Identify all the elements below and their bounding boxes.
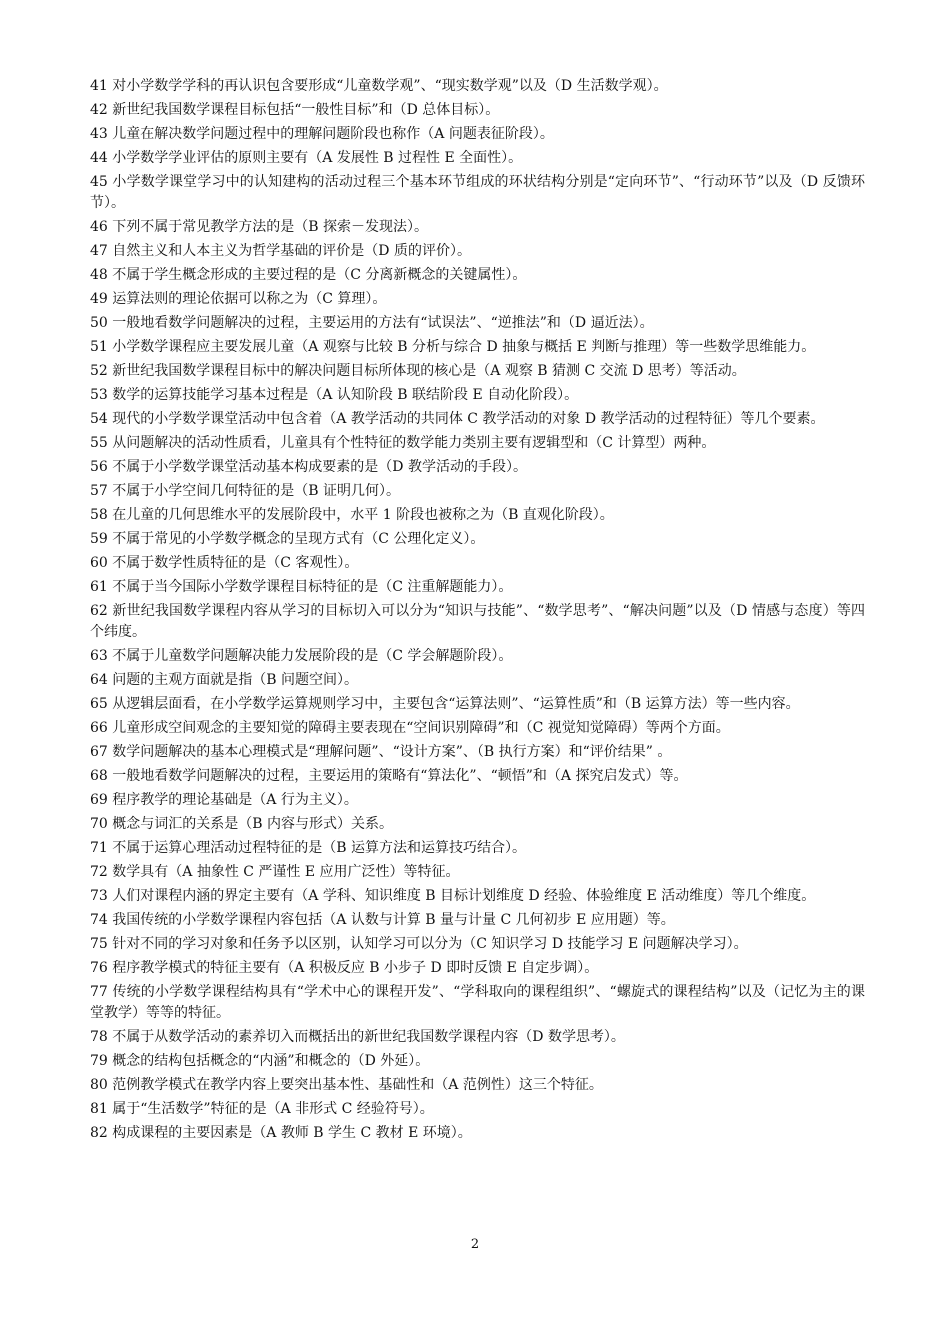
- question-76: 76 程序教学模式的特征主要有（A 积极反应 B 小步子 D 即时反馈 E 自定步调）。: [90, 960, 599, 976]
- question-65: 65 从逻辑层面看，在小学数学运算规则学习中，主要包含“运算法则”、“运算性质”和（B 运算方法）等一些内容。: [90, 696, 800, 712]
- question-47: 47 自然主义和人本主义为哲学基础的评价是（D 质的评价）。: [90, 243, 471, 259]
- question-49: 49 运算法则的理论依据可以称之为（C 算理）。: [90, 291, 387, 307]
- question-80: 80 范例教学模式在教学内容上要突出基本性、基础性和（A 范例性）这三个特征。: [90, 1077, 603, 1093]
- question-82: 82 构成课程的主要因素是（A 教师 B 学生 C 教材 E 环境）。: [90, 1125, 472, 1141]
- question-41: 41 对小学数学学科的再认识包含要形成“儿童数学观”、“现实数学观”以及（D 生活数学观）。: [90, 78, 668, 94]
- question-70: 70 概念与词汇的关系是（B 内容与形式）关系。: [90, 816, 394, 832]
- question-50: 50 一般地看数学问题解决的过程，主要运用的方法有“试误法”、“逆推法”和（D 逼近法）。: [90, 315, 654, 331]
- question-62: 62 新世纪我国数学课程内容从学习的目标切入可以分为“知识与技能”、“数学思考”、“解决问题”以及（D 情感与态度）等四个纬度。: [90, 603, 865, 640]
- question-69: 69 程序教学的理论基础是（A 行为主义）。: [90, 792, 358, 808]
- question-66: 66 儿童形成空间观念的主要知觉的障碍主要表现在“空间识别障碍”和（C 视觉知觉障碍）等两个方面。: [90, 720, 730, 736]
- question-48: 48 不属于学生概念形成的主要过程的是（C 分离新概念的关键属性）。: [90, 267, 527, 283]
- question-60: 60 不属于数学性质特征的是（C 客观性）。: [90, 555, 359, 571]
- question-45: 45 小学数学课堂学习中的认知建构的活动过程三个基本环节组成的环状结构分别是“定向环节”、“行动环节”以及（D 反馈环节）。: [90, 174, 865, 211]
- question-56: 56 不属于小学数学课堂活动基本构成要素的是（D 教学活动的手段）。: [90, 459, 527, 475]
- question-63: 63 不属于儿童数学问题解决能力发展阶段的是（C 学会解题阶段）。: [90, 648, 513, 664]
- question-61: 61 不属于当今国际小学数学课程目标特征的是（C 注重解题能力）。: [90, 579, 513, 595]
- question-55: 55 从问题解决的活动性质看，儿童具有个性特征的数学能力类别主要有逻辑型和（C 计算型）两种。: [90, 435, 716, 451]
- question-59: 59 不属于常见的小学数学概念的呈现方式有（C 公理化定义）。: [90, 531, 485, 547]
- question-81: 81 属于“生活数学”特征的是（A 非形式 C 经验符号）。: [90, 1101, 434, 1117]
- question-53: 53 数学的运算技能学习基本过程是（A 认知阶段 B 联结阶段 E 自动化阶段）。: [90, 387, 579, 403]
- question-68: 68 一般地看数学问题解决的过程，主要运用的策略有“算法化”、“顿悟”和（A 探究启发式）等。: [90, 768, 688, 784]
- page-number: 2: [470, 1237, 480, 1252]
- document-page: [90, 76, 865, 1147]
- question-42: 42 新世纪我国数学课程目标包括“一般性目标”和（D 总体目标）。: [90, 102, 500, 118]
- question-54: 54 现代的小学数学课堂活动中包含着（A 教学活动的共同体 C 教学活动的对象 D 教学活动的过程特征）等几个要素。: [90, 411, 825, 427]
- question-57: 57 不属于小学空间几何特征的是（B 证明几何）。: [90, 483, 401, 499]
- question-78: 78 不属于从数学活动的素养切入而概括出的新世纪我国数学课程内容（D 数学思考）。: [90, 1029, 625, 1045]
- question-58: 58 在儿童的几何思维水平的发展阶段中，水平 1 阶段也被称之为（B 直观化阶段）。: [90, 507, 614, 523]
- question-77: 77 传统的小学数学课程结构具有“学术中心的课程开发”、“学科取向的课程组织”、“螺旋式的课程结构”以及（记忆为主的课堂教学）等等的特征。: [90, 984, 865, 1021]
- question-79: 79 概念的结构包括概念的“内涵”和概念的（D 外延）。: [90, 1053, 430, 1069]
- question-44: 44 小学数学学业评估的原则主要有（A 发展性 B 过程性 E 全面性）。: [90, 150, 523, 166]
- question-67: 67 数学问题解决的基本心理模式是“理解问题”、“设计方案”、（B 执行方案）和“评价结果” 。: [90, 744, 672, 760]
- question-64: 64 问题的主观方面就是指（B 问题空间）。: [90, 672, 359, 688]
- question-72: 72 数学具有（A 抽象性 C 严谨性 E 应用广泛性）等特征。: [90, 864, 460, 880]
- question-75: 75 针对不同的学习对象和任务予以区别，认知学习可以分为（C 知识学习 D 技能学习 E 问题解决学习）。: [90, 936, 748, 952]
- question-73: 73 人们对课程内涵的界定主要有（A 学科、知识维度 B 目标计划维度 D 经验、体验维度 E 活动维度）等几个维度。: [90, 888, 816, 904]
- question-43: 43 儿童在解决数学问题过程中的理解问题阶段也称作（A 问题表征阶段）。: [90, 126, 554, 142]
- question-52: 52 新世纪我国数学课程目标中的解决问题目标所体现的核心是（A 观察 B 猜测 C 交流 D 思考）等活动。: [90, 363, 746, 379]
- question-46: 46 下列不属于常见教学方法的是（B 探索－发现法）。: [90, 219, 429, 235]
- question-51: 51 小学数学课程应主要发展儿童（A 观察与比较 B 分析与综合 D 抽象与概括 E 判断与推理）等一些数学思维能力。: [90, 339, 816, 355]
- question-71: 71 不属于运算心理活动过程特征的是（B 运算方法和运算技巧结合）。: [90, 840, 527, 856]
- question-74: 74 我国传统的小学数学课程内容包括（A 认数与计算 B 量与计量 C 几何初步 E 应用题）等。: [90, 912, 675, 928]
